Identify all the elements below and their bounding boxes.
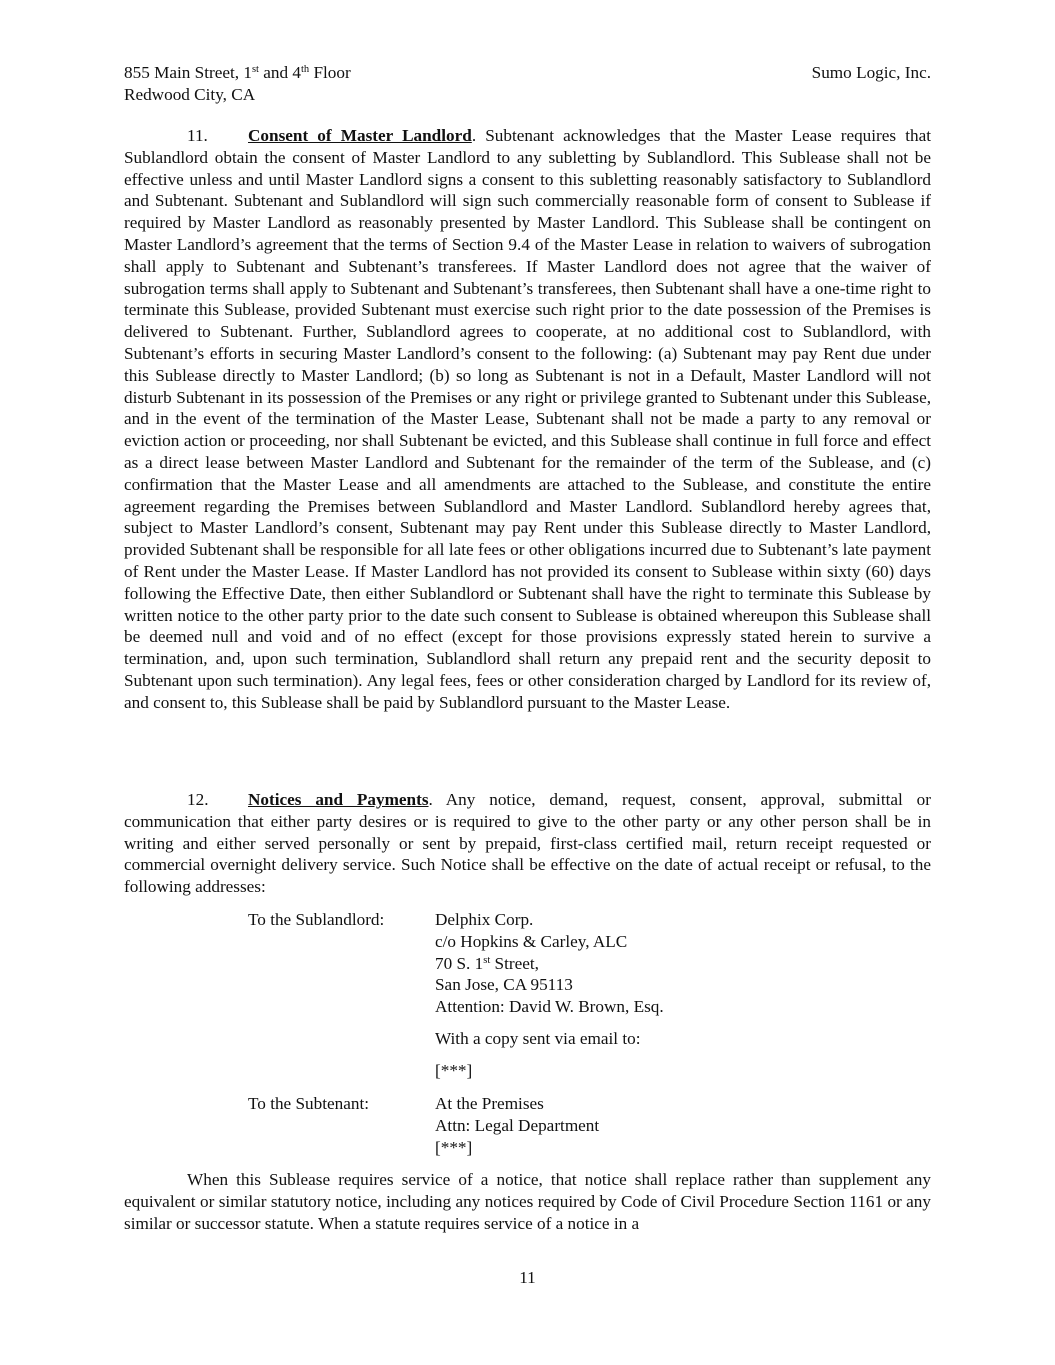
email-redacted: [***] — [435, 1060, 473, 1080]
header-company: Sumo Logic, Inc. — [811, 63, 931, 82]
sublandlord-line: Delphix Corp. — [435, 910, 534, 929]
sublandlord-label: To the Sublandlord: — [248, 910, 385, 929]
section-11-body: . Subtenant acknowledges that the Master Lease requires that Sublandlord obtain the consent of Master Landlord to any subletting by Sublandlord. This Sublease shall not be effective unless and until Master Landlord signs a consent to this subletting reasonably satisfactory to Sublandlord and Subtenant. Subtenant and Sublandlord will sign such commercially reasonable form of consent to Sublease if required by Master Landlord as reasonably presented by Master Landlord. This Sublease shall be contingent on Master Landlord’s agreement that the terms of Section 9.4 of the Master Lease in relation to waivers of subrogation shall apply to Subtenant and Subtenant’s transferees. If Master Landlord does not agree that the waiver of subrogation terms shall apply to Subtenant and Subtenant’s transferees, then Subtenant shall have a one-time right to terminate this Sublease, provided Subtenant must exercise such right prior to the date possession of the Premises is delivered to Subtenant. Further, Sublandlord agrees to cooperate, at no additional cost to Sublandlord, with Subtenant’s efforts in securing Master Landlord’s consent to the following: (a) Subtenant may pay Rent due under this Sublease directly to Master Landlord; (b) so long as Subtenant is not in a Default, Master Landlord will not disturb Subtenant in its possession of the Premises or any right or privilege granted to Subtenant under this Sublease, and in the event of the termination of the Master Lease, Subtenant shall not be made a party to any removal or eviction action or proceeding, nor shall Subtenant be evicted, and this Sublease shall continue in full force and effect as a direct lease between Master Landlord and Subtenant for the remainder of the term of the Sublease, and (c) confirmation that the Master Lease and all amendments are attached to the Sublease, and constitute the entire agreement regarding the Premises between Sublandlord and Master Landlord. Sublandlord hereby agrees that, subject to Master Landlord’s consent, Subtenant may pay Rent under this Sublease directly to Master Landlord, provided Subtenant shall be responsible for all late fees or other obligations incurred due to Subtenant’s late payment of Rent under the Master Lease. If Master Landlord has not provided its consent to Sublease within sixty (60) days following the Effective Date, then either Sublandlord or Subtenant shall have the right to terminate this Sublease by written notice to the other party prior to the date such consent to Sublease is obtained whereupon this Sublease shall be deemed null and void and of no effect (except for those provisions expressly stated herein to survive a termination, and, upon such termination, Sublandlord shall return any prepaid rent and the security deposit to Subtenant upon such termination). Any legal fees, fees or other consideration charged by Landlord for its review of, and consent to, this Sublease shall be paid by Sublandlord pursuant to the Master Lease. — [124, 126, 932, 712]
header-address-line1: 855 Main Street, 1st and 4th Floor — [124, 63, 351, 82]
section-12-number: 12. — [187, 790, 209, 809]
subtenant-label: To the Subtenant: — [248, 1094, 369, 1113]
sublandlord-line: San Jose, CA 95113 — [435, 975, 573, 995]
subtenant-line: [***] — [435, 1137, 473, 1157]
section-12 — [124, 789, 931, 898]
sublandlord-line: c/o Hopkins & Carley, ALC — [435, 931, 628, 951]
header-address — [124, 62, 351, 106]
closing-paragraph — [124, 1169, 931, 1234]
section-12-heading: Notices and Payments — [248, 790, 429, 809]
section-11-number: 11. — [187, 126, 208, 145]
sublandlord-line: 70 S. 1st Street, — [435, 953, 539, 973]
copy-note: With a copy sent via email to: — [435, 1028, 641, 1048]
section-11 — [124, 125, 931, 714]
section-12-body: . Any notice, demand, request, consent, approval, submittal or communication that either party desires or is required to give to the other party or any other person shall be in writing and either served personally or sent by prepaid, first-class certified mail, return receipt requested or commercial overnight delivery service. Such Notice shall be effective on the date of actual receipt or refusal, to the following addresses: — [124, 790, 931, 897]
header-address-line2: Redwood City, CA — [124, 84, 256, 104]
page-number: 11 — [519, 1268, 536, 1287]
subtenant-line: Attn: Legal Department — [435, 1115, 600, 1135]
sublandlord-line: Attention: David W. Brown, Esq. — [435, 997, 664, 1017]
subtenant-line: At the Premises — [435, 1094, 544, 1113]
section-11-heading: Consent of Master Landlord — [248, 126, 472, 145]
closing-body: When this Sublease requires service of a notice, that notice shall replace rather than supplement any equivalent or similar statutory notice, including any notices required by Code of Civil Procedure Section 1161 or any similar or successor statute. When a statute requires service of a notice in a — [124, 1170, 931, 1233]
